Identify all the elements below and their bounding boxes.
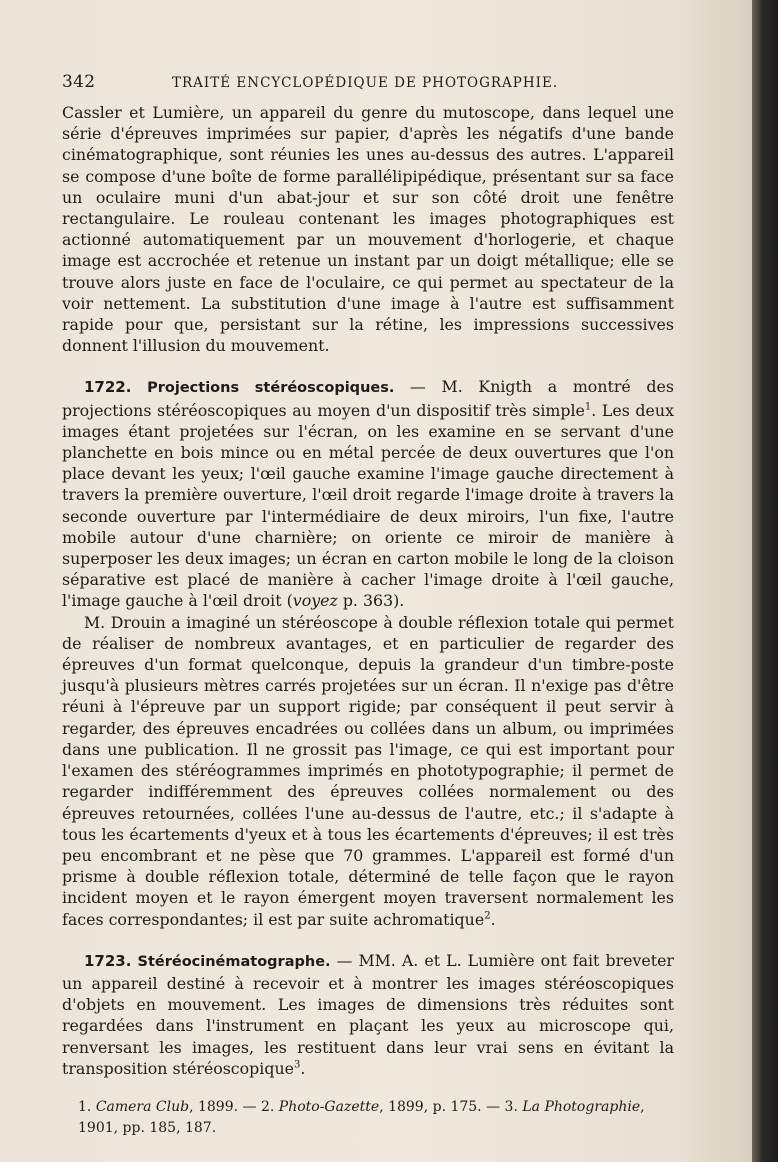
footnote-ref: 3: [293, 1059, 301, 1071]
section-number: 1723.: [84, 951, 132, 970]
paragraph-end: .: [300, 1058, 306, 1078]
section-text: . Les deux images étant projetées sur l'écran, on les examine en se servant d'une planchette en bois mince ou en métal percée de deux ouvertures que l'on place devant les yeux; l'œil gauche examine l'image gauche directement à travers la première ouverture, l'œil droit regarde l'image droite à travers la seconde ouverture par l'intermédiaire de deux miroirs, l'un fixe, l'autre mobile autour d'une charnière; on oriente ce miroir de manière à superposer les deux images; un écran en carton mobile le long de la cloison séparative est placé de manière à cacher l'image droite à l'œil gauche, l'image gauche à l'œil droit (: [62, 400, 674, 611]
section-text: p. 363).: [337, 591, 405, 611]
section-1722-paragraph: [62, 376, 674, 611]
footnote-3-title: La Photographie: [522, 1098, 641, 1115]
paragraph-text: M. Drouin a imaginé un stéréoscope à double réflexion totale qui permet de réaliser de nombreux avantages, et en particulier de regarder des épreuves d'un format quelconque, depuis la grandeur d'un timbre-poste jusqu'à plusieurs mètres carrés projetées sur un écran. Il n'exige pas d'être réuni à l'épreuve par un support rigide; par conséquent il peut servir à regarder, des épreuves encadrées ou collées dans un album, ou imprimées dans une publication. Il ne grossit pas l'image, ce qui est important pour l'examen des stéréogrammes imprimés en phototypographie; il permet de regarder indifféremment des épreuves collées normalement ou des épreuves retournées, collées l'une au-dessus de l'autre, etc.; il s'adapte à tous les écartements d'yeux et à tous les écartements d'épreuves; il est très peu encombrant et ne pèse que 70 grammes. L'appareil est formé d'un prisme à double réflexion totale, déterminé de telle façon que le rayon incident moyen et le rayon émergent moyen traversent normalement les faces correspondantes; il est par suite achromatique: [62, 612, 674, 929]
section-title: Stéréocinématographe.: [137, 953, 331, 970]
section-number: 1722.: [84, 378, 132, 397]
paragraph-end: .: [490, 909, 496, 929]
section-title: Projections stéréoscopiques.: [147, 380, 395, 397]
section-1723-paragraph: [62, 950, 674, 1079]
paragraph-continued: Cassler et Lumière, un appareil du genre du mutoscope, dans lequel une série d'épreuves imprimées sur papier, d'après les négatifs d'une bande cinématographique, sont réunies les unes au-dessus des autres. L'appareil se compose d'une boîte de forme parallélipipédique, présentant sur sa face un oculaire muni d'un abat-jour et sur son côté droit une fenêtre rectangulaire. Le rouleau contenant les images photographiques est actionné automatiquement par un mouvement d'horlogerie, et chaque image est accrochée et retenue un instant par un doigt métallique; elle se trouve alors juste en face de l'oculaire, ce qui permet au spectateur de la voir nettement. La substitution d'une image à l'autre est suffisamment rapide pour que, persistant sur la rétine, les impressions successives donnent l'illusion du mouvement.: [62, 103, 674, 356]
section-text: — M. Knigth a montré des projections stéréoscopiques au moyen d'un dispositif très simple: [62, 377, 674, 420]
page-number: 342: [62, 72, 96, 92]
section-text: — MM. A. et L. Lumière ont fait breveter un appareil destiné à recevoir et à montrer les images stéréoscopiques d'objets en mouvement. Les images de dimensions très réduites sont regardées dans l'instrument en plaçant les yeux au microscope qui, renversant les images, les restituent dans leur vrai sens en évitant la transposition stéréoscopique: [62, 950, 674, 1078]
footnote-1-title: Camera Club: [95, 1098, 190, 1115]
footnote-2-title: Photo-Gazette: [278, 1098, 380, 1115]
italic-text: voyez: [292, 591, 338, 611]
footnotes: [62, 1097, 674, 1139]
footnote-text: , 1899, p. 175. — 3.: [379, 1098, 523, 1115]
footnote-ref: 2: [484, 910, 491, 922]
section-1723: [62, 950, 674, 1079]
footnote-text: , 1899. — 2.: [189, 1098, 279, 1115]
footnote-text: , 1901, pp. 185, 187.: [78, 1098, 645, 1136]
footnote-ref: 1: [584, 401, 592, 413]
page-content: [62, 72, 674, 1139]
section-1722: [62, 376, 674, 929]
footnote-1-number: 1.: [78, 1098, 96, 1115]
running-header: [62, 72, 674, 92]
book-spine-edge: [752, 0, 778, 1162]
running-title: TRAITÉ ENCYCLOPÉDIQUE DE PHOTOGRAPHIE.: [172, 75, 559, 91]
drouin-paragraph: [62, 612, 674, 930]
